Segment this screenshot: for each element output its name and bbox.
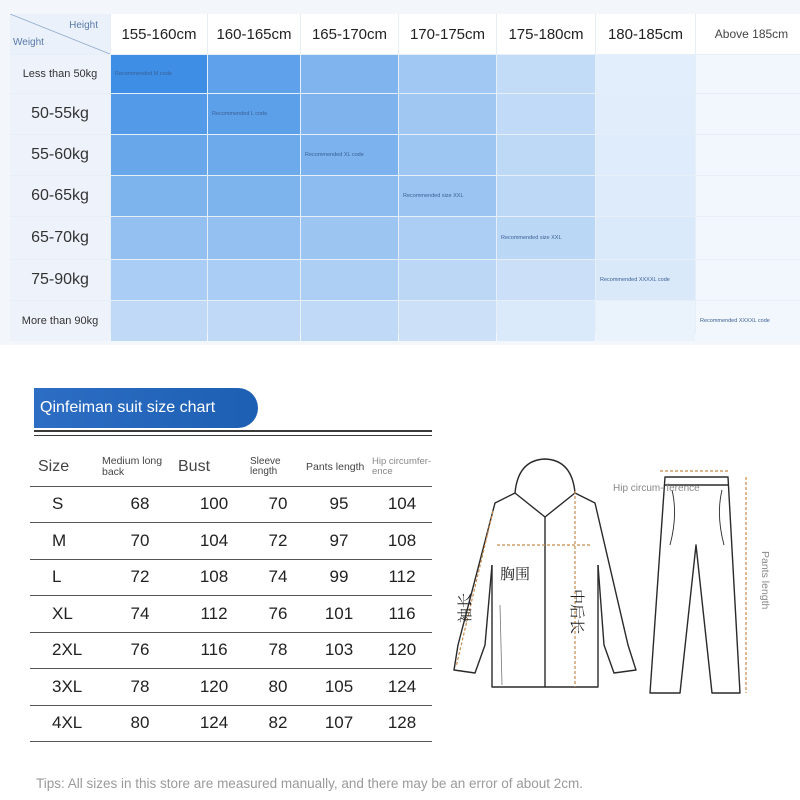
recommendation-cell (596, 135, 695, 175)
weight-axis-label: Weight (13, 37, 44, 48)
hip-cell: 120 (387, 640, 417, 660)
recommendation-cell (497, 301, 595, 341)
recommendation-cell (208, 94, 300, 134)
medium-long-back-cell: 78 (130, 676, 150, 696)
bust-cell: 116 (200, 640, 228, 660)
height-header: 160-165cm (208, 14, 300, 54)
recommendation-cell (111, 135, 207, 175)
recommendation-cell (208, 260, 300, 300)
hip-cell: 112 (388, 567, 416, 587)
recommendation-cell (111, 94, 207, 134)
medium-long-back-cell: 76 (130, 640, 150, 660)
medium-long-back-cell: 72 (130, 567, 150, 587)
size-row (30, 669, 432, 706)
recommendation-cell (696, 135, 800, 175)
recommendation-cell (497, 135, 595, 175)
bust-cell: 124 (199, 713, 229, 733)
recommendation-cell (208, 55, 300, 93)
recommendation-cell (111, 55, 207, 93)
recommendation-cell (497, 217, 595, 259)
pants-drawing (650, 477, 740, 693)
recommendation-cell (696, 94, 800, 134)
hip-circumference-label: Hip circum- ference (613, 483, 700, 494)
size-row (30, 559, 432, 596)
size-table-header-row (30, 448, 432, 486)
bust-cell: 120 (199, 676, 229, 696)
recommendation-cell (301, 217, 398, 259)
recommendation-cell (497, 55, 595, 93)
bust-cell: 100 (199, 494, 229, 514)
size-row (30, 705, 432, 742)
weight-header: 60-65kg (10, 176, 110, 216)
hip-cell: 104 (387, 494, 417, 514)
size-cell: M (52, 530, 67, 550)
recommendation-cell (301, 260, 398, 300)
size-row (30, 523, 432, 560)
weight-header: 50-55kg (10, 94, 110, 134)
medium-long-back-cell: 74 (130, 603, 150, 623)
size-row (30, 596, 432, 633)
sleeve-length-cell: 70 (268, 494, 288, 514)
bust-cell: 108 (199, 567, 229, 587)
recommendation-label: Recommended XXXXL code (600, 277, 670, 283)
jacket-drawing (454, 459, 636, 687)
recommendation-cell (208, 217, 300, 259)
pants-length-cell: 107 (324, 713, 354, 733)
recommendation-label: Recommended M code (115, 71, 172, 77)
recommendation-cell (596, 301, 695, 341)
pants-length-cell: 103 (324, 640, 354, 660)
medium-long-back-cell: 70 (130, 530, 150, 550)
header-hip-circumference: Hip circumfer- ence (372, 455, 432, 477)
header-medium-long-back: Medium long back (102, 454, 163, 478)
recommendation-cell (696, 217, 800, 259)
size-row (30, 632, 432, 669)
sleeve-length-cell: 76 (268, 603, 288, 623)
hip-cell: 108 (387, 530, 417, 550)
recommendation-cell (497, 94, 595, 134)
weight-header: 65-70kg (10, 217, 110, 259)
recommendation-cell (208, 135, 300, 175)
recommendation-cell (301, 94, 398, 134)
height-header: 165-170cm (301, 14, 398, 54)
recommendation-cell (301, 55, 398, 93)
recommendation-cell (596, 55, 695, 93)
sleeve-length-label: 袖长 (456, 592, 474, 623)
grid-corner (10, 14, 110, 54)
suit-measurement-diagram (440, 455, 800, 715)
size-cell: 4XL (52, 713, 83, 733)
hip-cell: 124 (387, 676, 417, 696)
recommendation-label: Recommended XXXXL code (700, 318, 770, 324)
pants-length-cell: 97 (329, 530, 349, 550)
height-header: 175-180cm (497, 14, 595, 54)
weight-header: 55-60kg (10, 135, 110, 175)
height-header: 170-175cm (399, 14, 496, 54)
recommendation-cell (111, 217, 207, 259)
tips-note: Tips: All sizes in this store are measured manually, and there may be an error of about 2cm. (36, 776, 584, 791)
recommendation-cell (208, 301, 300, 341)
bust-cell: 112 (200, 603, 228, 623)
chest-label: 胸围 (500, 565, 531, 583)
recommendation-cell (399, 55, 496, 93)
recommendation-cell (696, 260, 800, 300)
medium-long-back-cell: 68 (130, 494, 150, 514)
recommendation-cell (301, 135, 398, 175)
header-size: Size (38, 457, 70, 475)
weight-header: More than 90kg (10, 301, 110, 341)
recommendation-cell (696, 55, 800, 93)
size-cell: S (52, 494, 64, 514)
recommendation-label: Recommended L code (212, 111, 268, 117)
pants-length-label: Pants length (759, 551, 771, 610)
recommendation-cell (399, 135, 496, 175)
size-cell: 3XL (52, 676, 83, 696)
sleeve-length-cell: 82 (268, 713, 288, 733)
hip-cell: 128 (387, 713, 417, 733)
medium-long-back-cell: 80 (130, 713, 150, 733)
size-cell: XL (52, 603, 73, 623)
recommendation-cell (399, 217, 496, 259)
height-header: 155-160cm (111, 14, 207, 54)
pants-length-cell: 99 (329, 567, 349, 587)
recommendation-label: Recommended size XXL (403, 193, 464, 199)
size-cell: 2XL (52, 640, 83, 660)
sleeve-length-cell: 78 (268, 640, 288, 660)
title-divider (34, 430, 432, 432)
recommendation-cell (301, 301, 398, 341)
recommendation-cell (696, 301, 800, 341)
recommendation-cell (301, 176, 398, 216)
sleeve-length-cell: 74 (268, 567, 288, 587)
size-chart-table (30, 448, 432, 742)
back-length-label: 中后长 (568, 589, 586, 635)
recommendation-cell (208, 176, 300, 216)
recommendation-cell (596, 176, 695, 216)
recommendation-cell (596, 260, 695, 300)
recommendation-cell (596, 217, 695, 259)
bust-cell: 104 (199, 530, 229, 550)
header-bust: Bust (178, 457, 211, 475)
recommendation-cell (399, 176, 496, 216)
recommendation-cell (696, 176, 800, 216)
recommendation-cell (111, 301, 207, 341)
pants-length-cell: 101 (324, 603, 354, 623)
recommendation-cell (497, 176, 595, 216)
sleeve-length-cell: 80 (268, 676, 288, 696)
recommendation-cell (111, 260, 207, 300)
hip-cell: 116 (388, 603, 416, 623)
size-row (30, 486, 432, 523)
size-cell: L (52, 567, 62, 587)
height-header: Above 185cm (696, 14, 800, 54)
title-divider-thin (34, 435, 432, 436)
height-axis-label: Height (69, 20, 98, 31)
weight-header: Less than 50kg (10, 55, 110, 93)
pants-length-cell: 95 (329, 494, 349, 514)
recommendation-cell (111, 176, 207, 216)
pants-length-cell: 105 (324, 676, 354, 696)
recommendation-cell (497, 260, 595, 300)
header-pants-length: Pants length (306, 460, 365, 473)
size-recommendation-grid (10, 14, 800, 334)
size-chart-title: Qinfeiman suit size chart (34, 388, 258, 428)
recommendation-cell (596, 94, 695, 134)
sleeve-length-cell: 72 (268, 530, 288, 550)
recommendation-cell (399, 94, 496, 134)
recommendation-cell (399, 260, 496, 300)
header-sleeve-length: Sleeve length (250, 455, 281, 477)
recommendation-label: Recommended XL code (305, 152, 364, 158)
recommendation-label: Recommended size XXL (501, 235, 562, 241)
height-header: 180-185cm (596, 14, 695, 54)
recommendation-cell (399, 301, 496, 341)
weight-header: 75-90kg (10, 260, 110, 300)
